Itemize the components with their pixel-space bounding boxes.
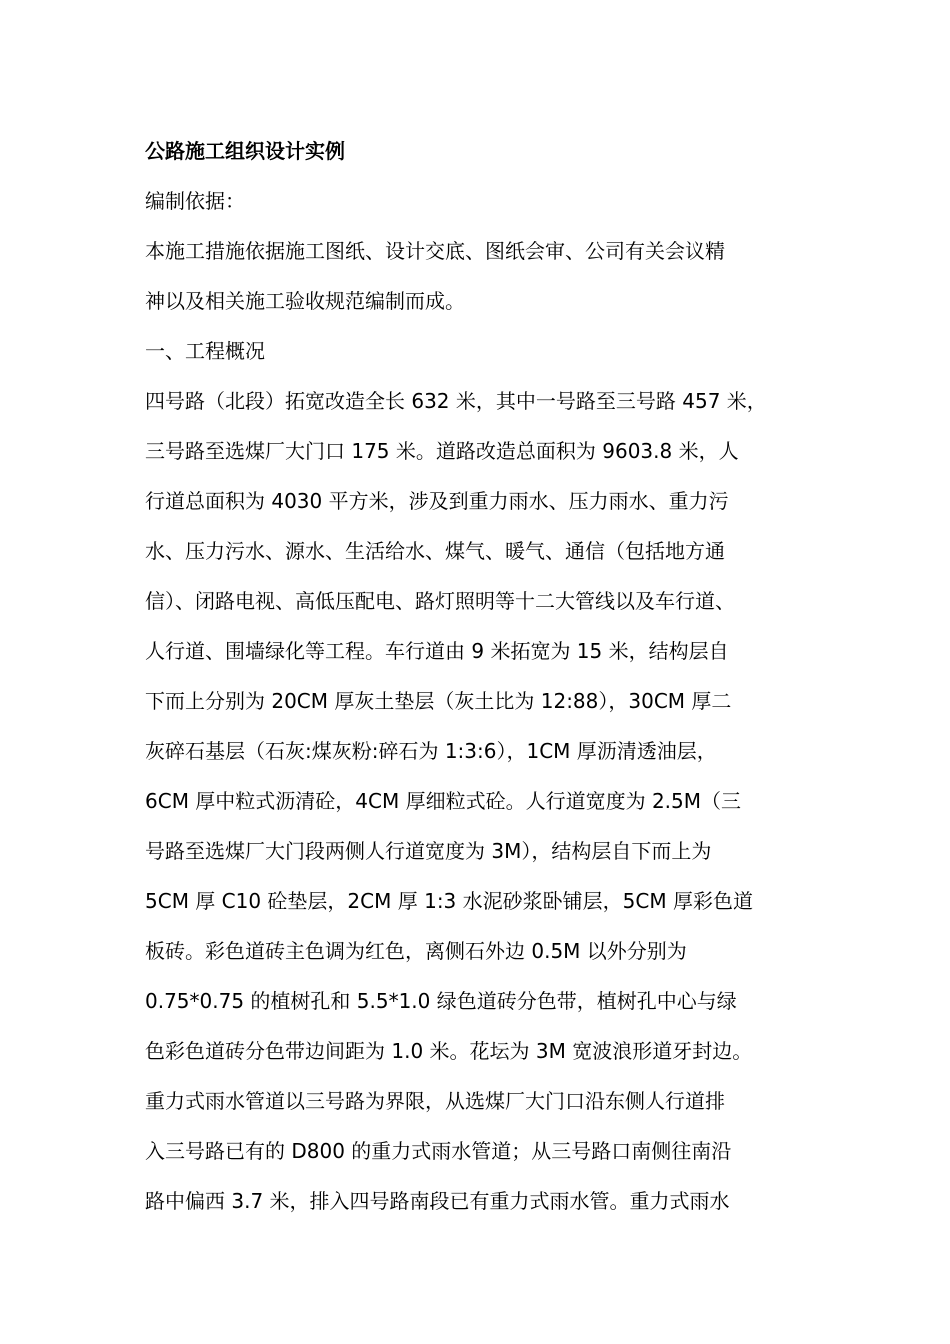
text-line: 信）、闭路电视、高低压配电、路灯照明等十二大管线以及车行道、 [145,589,735,613]
text-line: 水、压力污水、源水、生活给水、煤气、暖气、通信（包括地方通 [145,539,725,563]
text-line: 灰碎石基层（石灰:煤灰粉:碎石为 1:3:6），1CM 厚沥清透油层， [145,739,717,763]
text-line: 四号路（北段）拓宽改造全长 632 米，其中一号路至三号路 457 米， [145,389,767,413]
text-line: 6CM 厚中粒式沥清砼，4CM 厚细粒式砼。人行道宽度为 2.5M（三 [145,789,742,813]
document-body [145,126,825,1226]
text-line: 板砖。彩色道砖主色调为红色，离侧石外边 0.5M 以外分别为 [145,939,687,963]
text-line: 5CM 厚 C10 砼垫层，2CM 厚 1:3 水泥砂浆卧铺层，5CM 厚彩色道 [145,889,753,913]
text-line: 号路至选煤厂大门段两侧人行道宽度为 3M），结构层自下而上为 [145,839,712,863]
text-line: 三号路至选煤厂大门口 175 米。道路改造总面积为 9603.8 米，人 [145,439,739,463]
text-line: 重力式雨水管道以三号路为界限，从选煤厂大门口沿东侧人行道排 [145,1089,725,1113]
text-line: 路中偏西 3.7 米，排入四号路南段已有重力式雨水管。重力式雨水 [145,1189,730,1213]
section-heading: 一、工程概况 [145,339,265,363]
text-line: 色彩色道砖分色带边间距为 1.0 米。花坛为 3M 宽波浪形道牙封边。 [145,1039,753,1063]
text-line: 神以及相关施工验收规范编制而成。 [145,289,465,313]
text-line: 编制依据： [145,189,245,213]
text-line: 本施工措施依据施工图纸、设计交底、图纸会审、公司有关会议精 [145,239,725,263]
text-line: 行道总面积为 4030 平方米，涉及到重力雨水、压力雨水、重力污 [145,489,729,513]
text-line: 入三号路已有的 D800 的重力式雨水管道；从三号路口南侧往南沿 [145,1139,732,1163]
text-line: 下而上分别为 20CM 厚灰土垫层（灰土比为 12:88），30CM 厚二 [145,689,732,713]
text-line: 人行道、围墙绿化等工程。车行道由 9 米拓宽为 15 米，结构层自 [145,639,729,663]
text-line: 0.75*0.75 的植树孔和 5.5*1.0 绿色道砖分色带，植树孔中心与绿 [145,989,737,1013]
document-title: 公路施工组织设计实例 [145,139,345,163]
